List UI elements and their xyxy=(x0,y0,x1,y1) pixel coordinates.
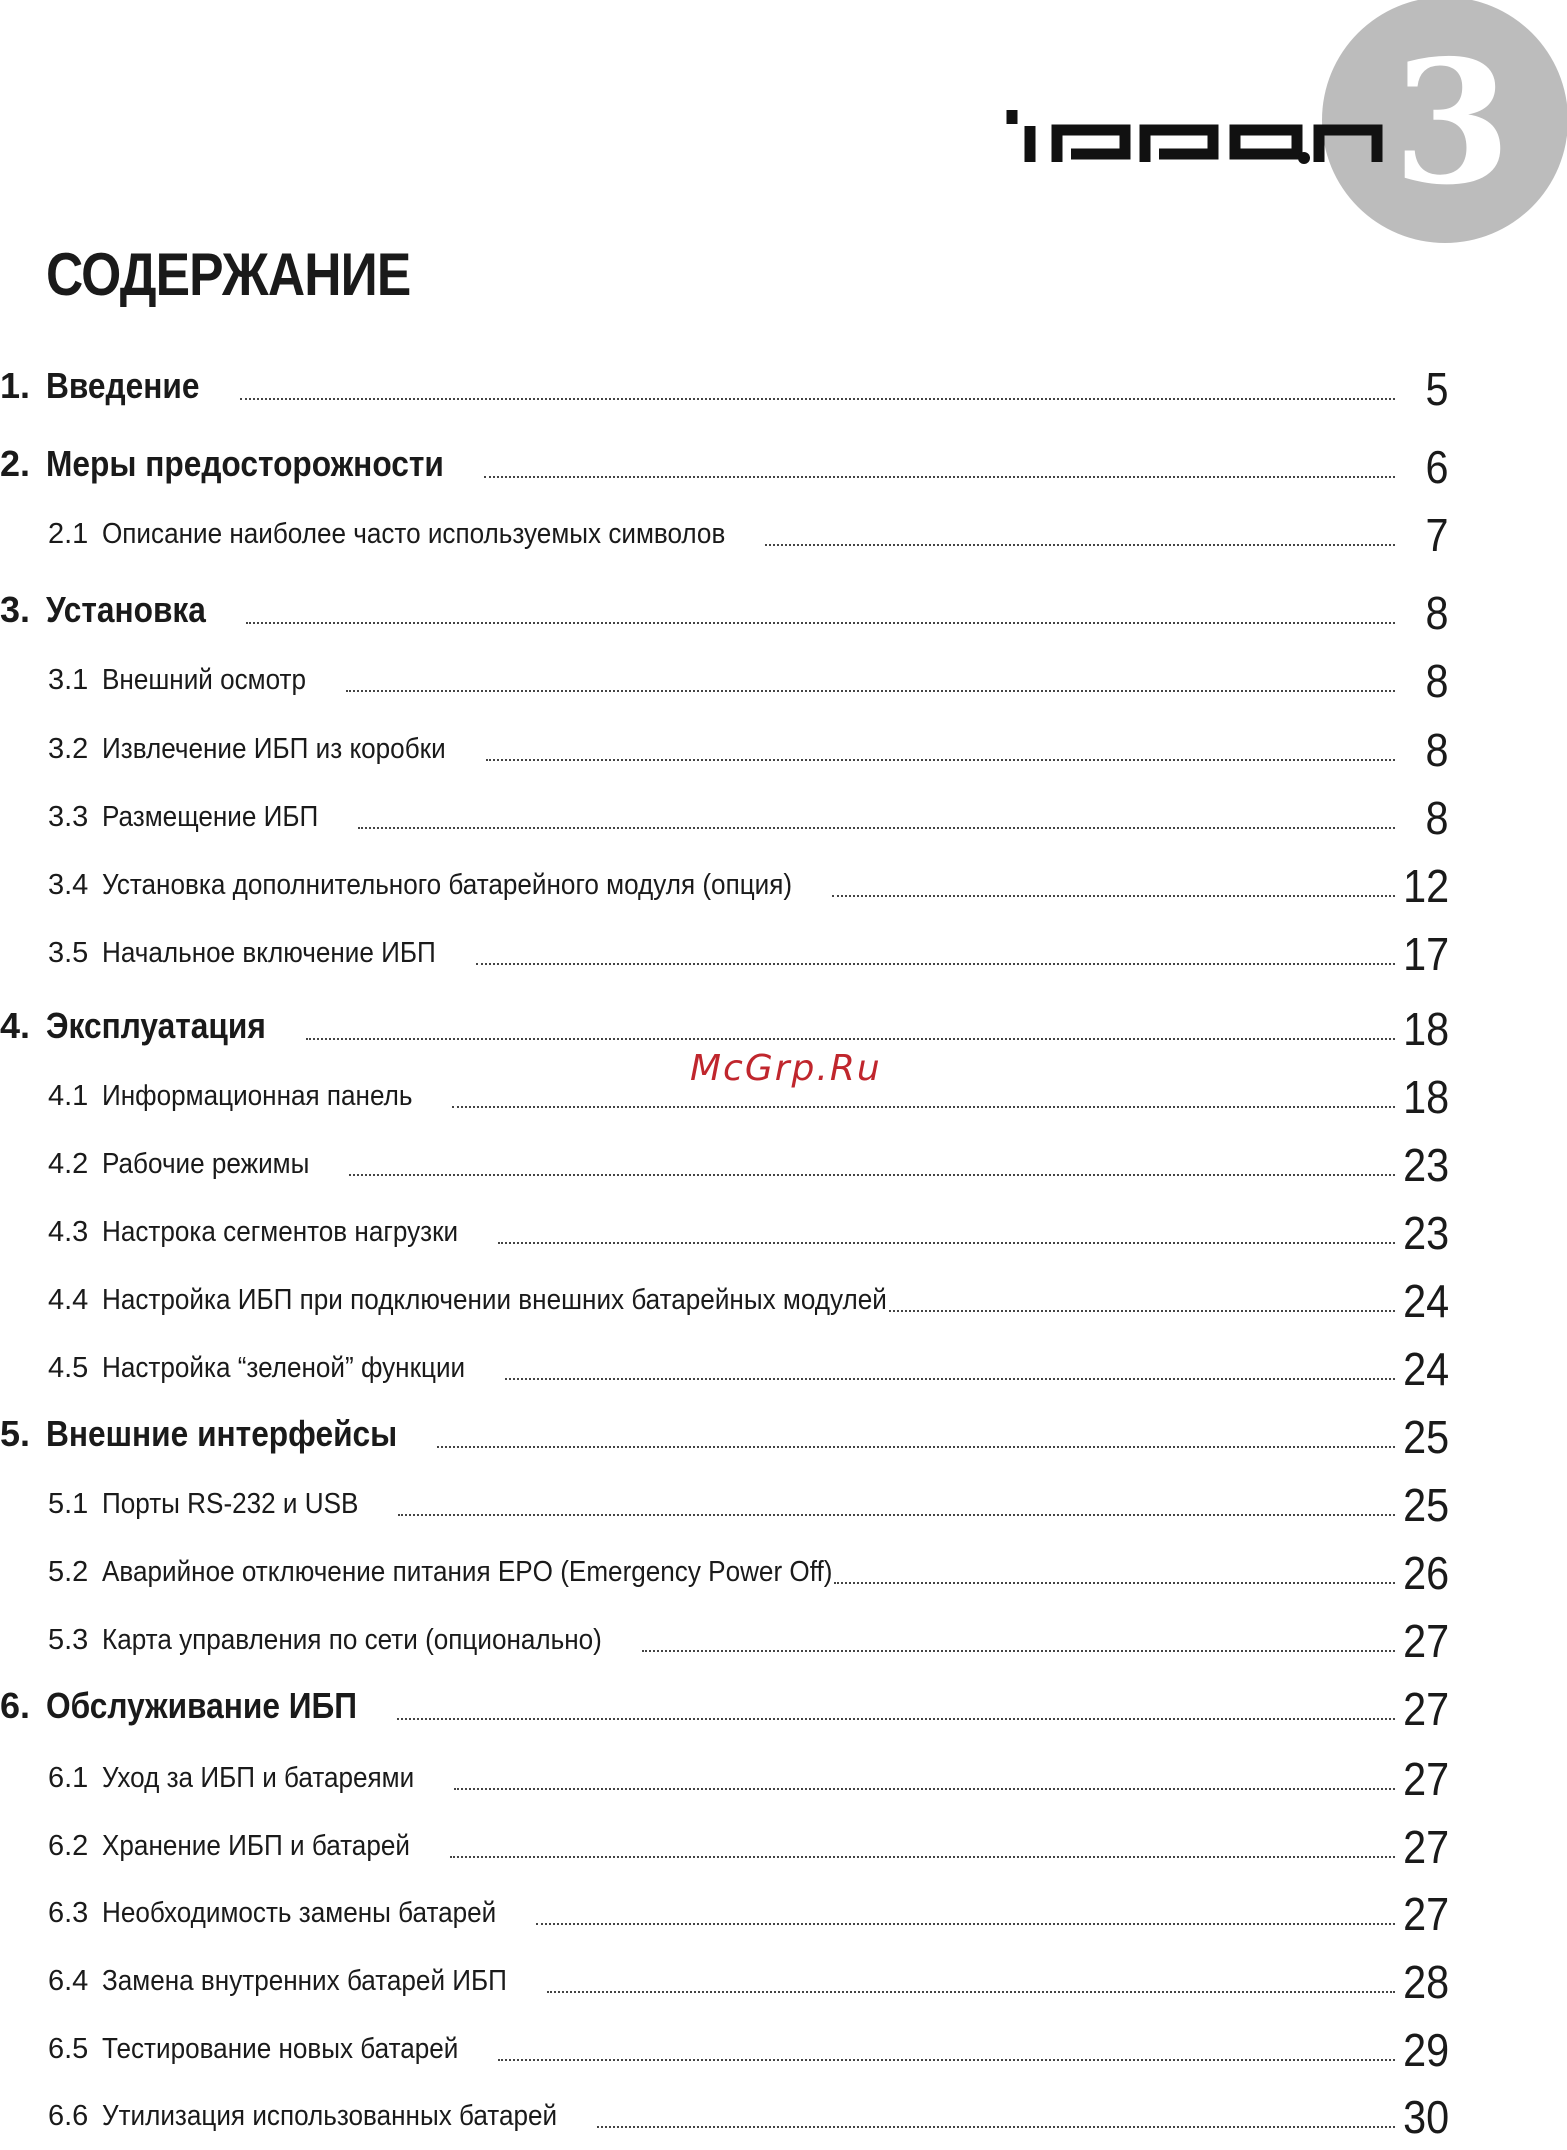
toc-dot-leader xyxy=(505,1378,1395,1380)
toc-entry-number: 4.1 xyxy=(48,1080,89,1112)
toc-entry-label: Размещение ИБП xyxy=(102,801,319,833)
toc-entry xyxy=(0,2090,1567,2150)
toc-dot-leader xyxy=(358,827,1395,829)
watermark: McGrp.Ru xyxy=(690,1048,882,1089)
toc-entry xyxy=(0,1206,1567,1266)
toc-entry-label: Эксплуатация xyxy=(46,1005,266,1046)
toc-entry-label: Хранение ИБП и батарей xyxy=(102,1830,410,1862)
toc-entry-page: 29 xyxy=(1402,2024,1449,2076)
toc-dot-leader xyxy=(536,1923,1395,1925)
toc-entry-number: 3. xyxy=(0,589,31,630)
toc-entry-label: Тестирование новых батарей xyxy=(102,2033,459,2065)
toc-entry xyxy=(0,362,1567,422)
toc-entry-number: 6.3 xyxy=(48,1897,89,1929)
toc-entry-page: 5 xyxy=(1425,363,1449,415)
toc-entry-number: 3.2 xyxy=(48,733,89,765)
toc-entry-number: 3.4 xyxy=(48,869,89,901)
toc-entry xyxy=(0,1546,1567,1606)
toc-dot-leader xyxy=(597,2126,1395,2128)
toc-entry-page: 27 xyxy=(1402,1615,1449,1667)
toc-dot-leader xyxy=(476,963,1395,965)
toc-entry-label: Настрока сегментов нагрузки xyxy=(102,1216,459,1248)
toc-dot-leader xyxy=(547,1991,1395,1993)
toc-entry-page: 8 xyxy=(1425,792,1449,844)
toc-entry xyxy=(0,1955,1567,2015)
toc-dot-leader xyxy=(346,690,1395,692)
toc-entry-page: 24 xyxy=(1402,1343,1449,1395)
toc-entry-label: Введение xyxy=(46,365,200,406)
toc-entry-label: Обслуживание ИБП xyxy=(46,1685,358,1726)
toc-entry-label: Уход за ИБП и батареями xyxy=(102,1762,415,1794)
toc-entry-page: 17 xyxy=(1402,928,1449,980)
toc-entry xyxy=(0,927,1567,987)
toc-entry-number: 3.5 xyxy=(48,937,89,969)
toc-dot-leader xyxy=(437,1446,1395,1448)
toc-entry-number: 3.1 xyxy=(48,664,89,696)
page-number: 3 xyxy=(1392,23,1512,223)
toc-entry-number: 6.5 xyxy=(48,2033,89,2065)
toc-entry-number: 6.6 xyxy=(48,2100,89,2132)
toc-title: СОДЕРЖАНИЕ xyxy=(46,241,411,308)
toc-dot-leader xyxy=(452,1106,1395,1108)
toc-entry-number: 4.2 xyxy=(48,1148,89,1180)
toc-dot-leader xyxy=(642,1650,1395,1652)
toc-entry xyxy=(0,859,1567,919)
toc-entry xyxy=(0,1614,1567,1674)
toc-entry-label: Настройка ИБП при подключении внешних батарейных модулей xyxy=(102,1284,887,1316)
toc-dot-leader xyxy=(450,1856,1395,1858)
toc-entry-page: 27 xyxy=(1402,1683,1449,1735)
toc-entry-label: Начальное включение ИБП xyxy=(102,937,436,969)
toc-entry-page: 25 xyxy=(1402,1479,1449,1531)
toc-dot-leader xyxy=(765,544,1395,546)
toc-entry-page: 18 xyxy=(1402,1003,1449,1055)
toc-entry-label: Внешние интерфейсы xyxy=(46,1413,398,1454)
toc-entry-number: 2. xyxy=(0,443,31,484)
toc-dot-leader xyxy=(834,1582,1395,1584)
toc-entry-label: Карта управления по сети (опционально) xyxy=(102,1624,602,1656)
toc-entry-label: Описание наиболее часто используемых символов xyxy=(102,518,726,550)
toc-entry-label: Меры предосторожности xyxy=(46,443,444,484)
toc-entry-number: 6.4 xyxy=(48,1965,89,1997)
toc-entry xyxy=(0,1342,1567,1402)
toc-entry-number: 5. xyxy=(0,1413,31,1454)
toc-entry-label: Установка xyxy=(46,589,206,630)
toc-entry-page: 8 xyxy=(1425,587,1449,639)
toc-dot-leader xyxy=(498,1242,1395,1244)
toc-entry xyxy=(0,1410,1567,1470)
toc-entry-page: 26 xyxy=(1402,1547,1449,1599)
toc-dot-leader xyxy=(454,1788,1395,1790)
toc-entry xyxy=(0,723,1567,783)
toc-dot-leader xyxy=(498,2059,1395,2061)
toc-entry-label: Аварийное отключение питания EPO (Emergency Power Off) xyxy=(102,1556,833,1588)
toc-entry-number: 5.2 xyxy=(48,1556,89,1588)
toc-entry-label: Порты RS-232 и USB xyxy=(102,1488,359,1520)
toc-entry-number: 4.3 xyxy=(48,1216,89,1248)
toc-entry-page: 23 xyxy=(1402,1207,1449,1259)
toc-entry-number: 4.4 xyxy=(48,1284,89,1316)
toc-entry-number: 3.3 xyxy=(48,801,89,833)
toc-entry-number: 6. xyxy=(0,1685,31,1726)
toc-entry-page: 27 xyxy=(1402,1753,1449,1805)
toc-entry xyxy=(0,1820,1567,1880)
toc-entry-number: 6.2 xyxy=(48,1830,89,1862)
toc-entry-number: 5.1 xyxy=(48,1488,89,1520)
toc-entry-page: 25 xyxy=(1402,1411,1449,1463)
toc-entry-label: Информационная панель xyxy=(102,1080,413,1112)
toc-entry-page: 27 xyxy=(1402,1821,1449,1873)
toc-dot-leader xyxy=(246,622,1395,624)
toc-entry-label: Установка дополнительного батарейного модуля (опция) xyxy=(102,869,793,901)
toc-entry-page: 12 xyxy=(1402,860,1449,912)
toc-entry-number: 1. xyxy=(0,365,31,406)
toc-entry-label: Утилизация использованных батарей xyxy=(102,2100,558,2132)
toc-dot-leader xyxy=(889,1310,1395,1312)
toc-dot-leader xyxy=(486,759,1395,761)
toc-entry xyxy=(0,1887,1567,1947)
toc-entry-page: 6 xyxy=(1425,441,1449,493)
toc-entry xyxy=(0,1682,1567,1742)
toc-entry xyxy=(0,1478,1567,1538)
toc-entry-number: 2.1 xyxy=(48,518,89,550)
toc-dot-leader xyxy=(306,1038,1395,1040)
toc-entry-number: 4. xyxy=(0,1005,31,1046)
toc-dot-leader xyxy=(349,1174,1395,1176)
toc-entry-number: 5.3 xyxy=(48,1624,89,1656)
toc-entry-page: 24 xyxy=(1402,1275,1449,1327)
toc-entry xyxy=(0,791,1567,851)
toc-entry xyxy=(0,508,1567,568)
toc-entry-label: Настройка “зеленой” функции xyxy=(102,1352,466,1384)
toc-entry-page: 8 xyxy=(1425,724,1449,776)
toc-entry-page: 8 xyxy=(1425,655,1449,707)
toc-dot-leader xyxy=(397,1718,1395,1720)
toc-entry-label: Необходимость замены батарей xyxy=(102,1897,497,1929)
toc-entry-label: Рабочие режимы xyxy=(102,1148,310,1180)
toc-entry-label: Извлечение ИБП из коробки xyxy=(102,733,446,765)
toc-entry-page: 7 xyxy=(1425,509,1449,561)
toc-entry-page: 28 xyxy=(1402,1956,1449,2008)
toc-entry xyxy=(0,440,1567,500)
toc-entry-page: 18 xyxy=(1402,1071,1449,1123)
toc-entry xyxy=(0,1274,1567,1334)
toc-entry xyxy=(0,654,1567,714)
toc-entry xyxy=(0,586,1567,646)
toc-entry xyxy=(0,1752,1567,1812)
toc-entry-page: 23 xyxy=(1402,1139,1449,1191)
toc-entry-label: Внешний осмотр xyxy=(102,664,307,696)
toc-entry-label: Замена внутренних батарей ИБП xyxy=(102,1965,507,1997)
toc-dot-leader xyxy=(832,895,1395,897)
toc-entry-page: 30 xyxy=(1402,2091,1449,2143)
toc-entry-page: 27 xyxy=(1402,1888,1449,1940)
toc-dot-leader xyxy=(484,476,1395,478)
ippon-logo xyxy=(1003,104,1383,164)
toc-entry-number: 6.1 xyxy=(48,1762,89,1794)
toc-dot-leader xyxy=(398,1514,1395,1516)
toc-entry xyxy=(0,2023,1567,2083)
toc-entry xyxy=(0,1138,1567,1198)
toc-entry-number: 4.5 xyxy=(48,1352,89,1384)
toc-dot-leader xyxy=(240,398,1395,400)
